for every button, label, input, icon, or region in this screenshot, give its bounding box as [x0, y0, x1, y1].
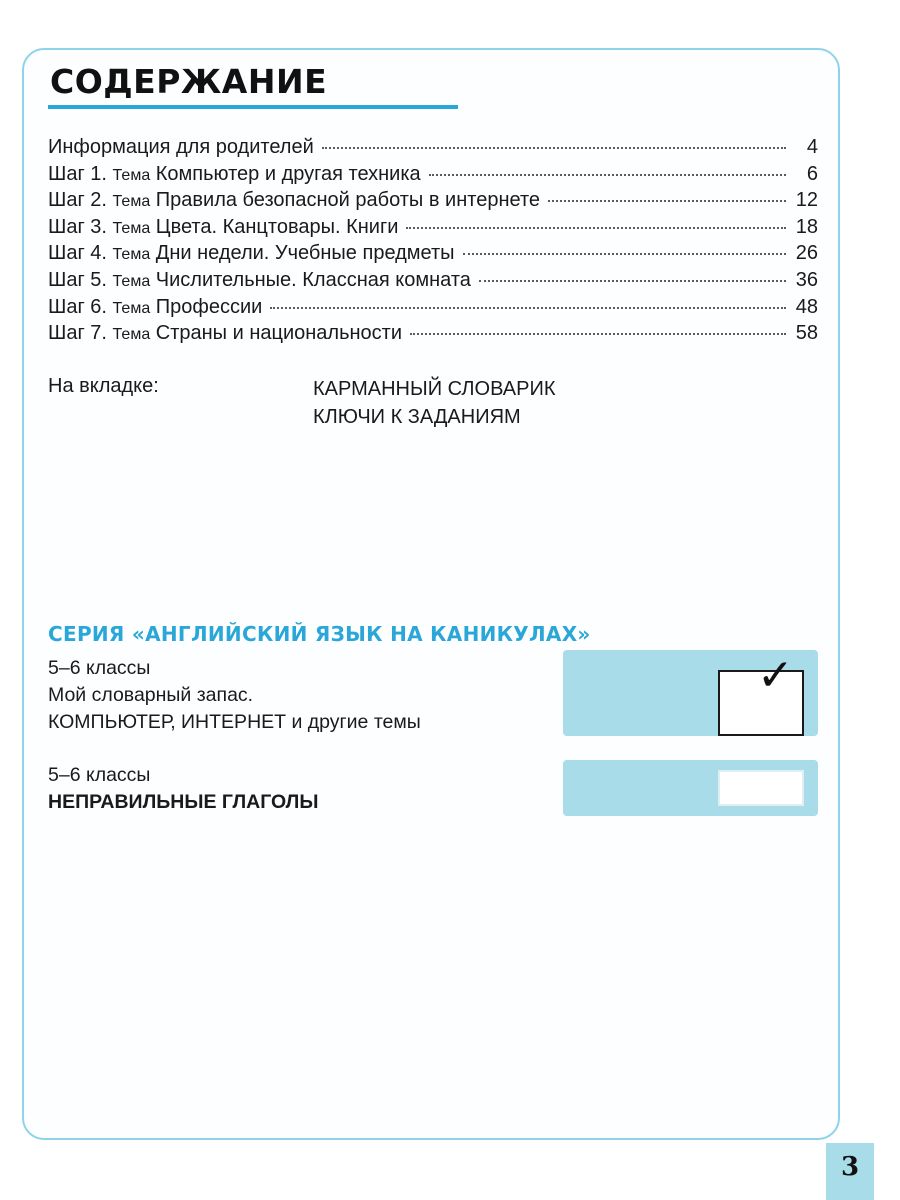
toc-page-number: 18	[795, 215, 818, 238]
toc-step: Шаг 5.	[48, 268, 107, 291]
insert-items	[313, 375, 555, 431]
dot-leader	[429, 174, 786, 176]
dot-leader	[406, 227, 786, 229]
toc-row[interactable]	[48, 163, 818, 190]
dot-leader	[463, 253, 786, 255]
toc-page-number: 6	[806, 162, 818, 185]
toc-step: Шаг 3.	[48, 215, 107, 238]
insert-label: На вкладке:	[48, 375, 159, 397]
toc-step: Шаг 4.	[48, 242, 107, 265]
toc-row[interactable]	[48, 322, 818, 349]
insert-item-answer-keys: КЛЮЧИ К ЗАДАНИЯМ	[313, 406, 521, 428]
toc-topic: Профессии	[155, 295, 263, 318]
toc-tema-label: Тема	[112, 246, 151, 264]
toc-tema-label: Тема	[112, 193, 151, 211]
toc-tema-label: Тема	[112, 166, 151, 184]
toc-step: Шаг 1.	[48, 162, 107, 185]
toc-row[interactable]	[48, 216, 818, 243]
dot-leader	[270, 307, 786, 309]
dot-leader	[479, 280, 786, 282]
toc-row[interactable]	[48, 136, 818, 163]
toc-step: Шаг 7.	[48, 322, 107, 345]
book-checkbox[interactable]	[718, 770, 804, 806]
toc-row[interactable]	[48, 269, 818, 296]
toc-row[interactable]	[48, 296, 818, 323]
toc-topic: Правила безопасной работы в интернете	[155, 189, 540, 212]
dot-leader	[410, 333, 786, 335]
toc-tema-label: Тема	[112, 299, 151, 317]
toc-step: Шаг 6.	[48, 295, 107, 318]
series-title: СЕРИЯ «АНГЛИЙСКИЙ ЯЗЫК НА КАНИКУЛАХ»	[48, 622, 591, 646]
toc-row[interactable]	[48, 242, 818, 269]
page-title: СОДЕРЖАНИЕ	[50, 62, 328, 101]
toc-step: Шаг 2.	[48, 189, 107, 212]
title-underline	[48, 105, 458, 109]
toc-topic: Цвета. Канцтовары. Книги	[155, 215, 399, 238]
toc-page-number: 12	[795, 189, 818, 212]
toc-page-number: 36	[795, 268, 818, 291]
table-of-contents	[48, 136, 818, 349]
toc-tema-label: Тема	[112, 326, 151, 344]
toc-page-number: 58	[795, 322, 818, 345]
toc-topic: Числительные. Классная комната	[155, 268, 471, 291]
series-book-2	[48, 762, 318, 816]
book-title: Мой словарный запас.	[48, 684, 254, 706]
toc-topic: Компьютер и другая техника	[155, 162, 421, 185]
checkmark-icon: ✓	[757, 650, 794, 701]
toc-row[interactable]	[48, 189, 818, 216]
book-subtitle: КОМПЬЮТЕР, ИНТЕРНЕТ и другие темы	[48, 711, 421, 733]
toc-entry-title: Информация для родителей	[48, 136, 314, 158]
insert-item-dictionary: КАРМАННЫЙ СЛОВАРИК	[313, 378, 556, 400]
toc-page-number: 26	[795, 242, 818, 265]
dot-leader	[322, 147, 786, 149]
toc-tema-label: Тема	[112, 219, 151, 237]
toc-page-number: 4	[806, 136, 818, 158]
book-grades: 5–6 классы	[48, 764, 151, 786]
toc-topic: Дни недели. Учебные предметы	[155, 242, 455, 265]
book-grades: 5–6 классы	[48, 657, 151, 679]
toc-page-number: 48	[795, 295, 818, 318]
toc-topic: Страны и национальности	[155, 322, 403, 345]
toc-tema-label: Тема	[112, 272, 151, 290]
page-number: 3	[840, 1152, 860, 1182]
book-title: НЕПРАВИЛЬНЫЕ ГЛАГОЛЫ	[48, 791, 319, 813]
dot-leader	[548, 200, 786, 202]
series-book-1	[48, 655, 421, 736]
